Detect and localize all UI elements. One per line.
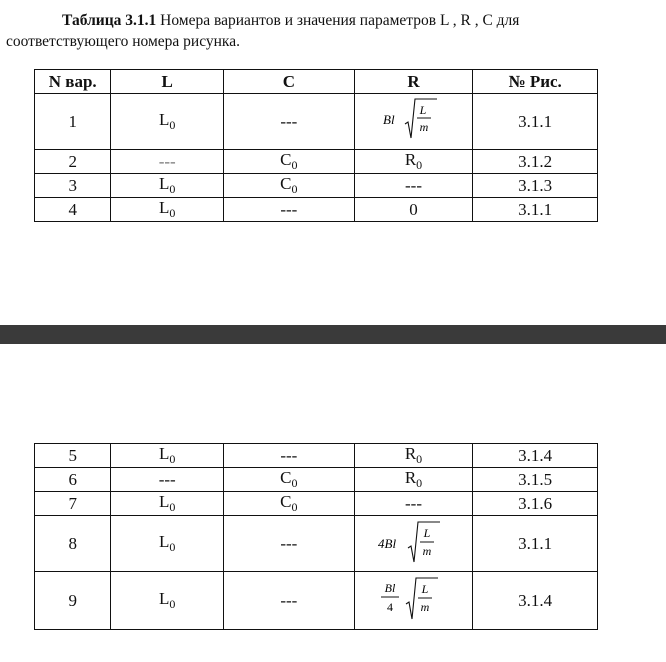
table-row [35, 94, 598, 150]
header-n: N вар. [35, 70, 111, 94]
cell-c: $C_0$ [224, 150, 355, 174]
cell-r-formula [354, 94, 473, 150]
formula-4bl: 4Bl [377, 536, 396, 551]
cell-n: 2 [35, 150, 111, 174]
formula-bl-sqrt-l-over-m [379, 94, 449, 144]
cell-n: 5 [35, 444, 111, 468]
cell-c: $C_0$ [224, 174, 355, 198]
formula-den: m [419, 120, 428, 134]
cell-r-formula [354, 516, 473, 572]
formula-frac-den: 4 [386, 600, 393, 614]
formula-num: L [423, 526, 430, 540]
cell-r: --- [354, 174, 473, 198]
formula-num: L [419, 103, 426, 117]
caption-title: Таблица 3.1.1 [62, 12, 157, 29]
cell-l: $L_0$ [111, 444, 224, 468]
cell-c: $C_0$ [224, 468, 355, 492]
cell-fig: 3.1.6 [473, 492, 598, 516]
cell-n: 8 [35, 516, 111, 572]
cell-r: 0 [354, 198, 473, 222]
cell-fig: 3.1.4 [473, 444, 598, 468]
cell-l: $L_0$ [111, 492, 224, 516]
variants-table-top [34, 69, 598, 222]
cell-l: $L_0$ [111, 572, 224, 630]
cell-r: $R_0$ [354, 444, 473, 468]
cell-l: --- [111, 468, 224, 492]
formula-4bl-sqrt-l-over-m [376, 516, 452, 566]
caption-line-1 [6, 10, 634, 31]
cell-l: --- [111, 150, 224, 174]
cell-fig: 3.1.5 [473, 468, 598, 492]
formula-den: m [422, 544, 431, 558]
table-caption [6, 10, 634, 52]
formula-bl-over-4-sqrt-l-over-m [376, 572, 452, 624]
cell-l: $L_0$ [111, 516, 224, 572]
cell-l: $L_0$ [111, 94, 224, 150]
caption-line-2: соответствующего номера рисунка. [6, 33, 240, 50]
cell-fig: 3.1.1 [473, 198, 598, 222]
cell-r: --- [354, 492, 473, 516]
formula-frac-num: Bl [384, 581, 395, 595]
cell-fig: 3.1.1 [473, 516, 598, 572]
cell-n: 4 [35, 198, 111, 222]
cell-c: --- [224, 94, 355, 150]
cell-r: $R_0$ [354, 150, 473, 174]
cell-c: --- [224, 198, 355, 222]
table-row [35, 444, 598, 468]
header-l: L [111, 70, 224, 94]
formula-bl: Bl [382, 112, 395, 127]
table-row [35, 198, 598, 222]
cell-n: 3 [35, 174, 111, 198]
variants-table-bottom [34, 443, 598, 630]
table-row [35, 516, 598, 572]
table-row [35, 572, 598, 630]
cell-c: $C_0$ [224, 492, 355, 516]
table-row [35, 468, 598, 492]
formula-den: m [420, 600, 429, 614]
cell-n: 6 [35, 468, 111, 492]
cell-r-formula [354, 572, 473, 630]
table-row [35, 174, 598, 198]
cell-n: 1 [35, 94, 111, 150]
cell-l: $L_0$ [111, 174, 224, 198]
cell-fig: 3.1.3 [473, 174, 598, 198]
header-fig: № Рис. [473, 70, 598, 94]
header-r: R [354, 70, 473, 94]
cell-fig: 3.1.4 [473, 572, 598, 630]
cell-n: 7 [35, 492, 111, 516]
page-divider [0, 325, 666, 344]
header-row [35, 70, 598, 94]
cell-fig: 3.1.2 [473, 150, 598, 174]
cell-l: $L_0$ [111, 198, 224, 222]
cell-c: --- [224, 572, 355, 630]
cell-fig: 3.1.1 [473, 94, 598, 150]
table-row [35, 150, 598, 174]
cell-c: --- [224, 516, 355, 572]
cell-r: $R_0$ [354, 468, 473, 492]
cell-n: 9 [35, 572, 111, 630]
header-c: C [224, 70, 355, 94]
formula-num: L [421, 582, 428, 596]
cell-c: --- [224, 444, 355, 468]
caption-text: Номера вариантов и значения параметров L , R , C для [156, 12, 520, 29]
table-row [35, 492, 598, 516]
